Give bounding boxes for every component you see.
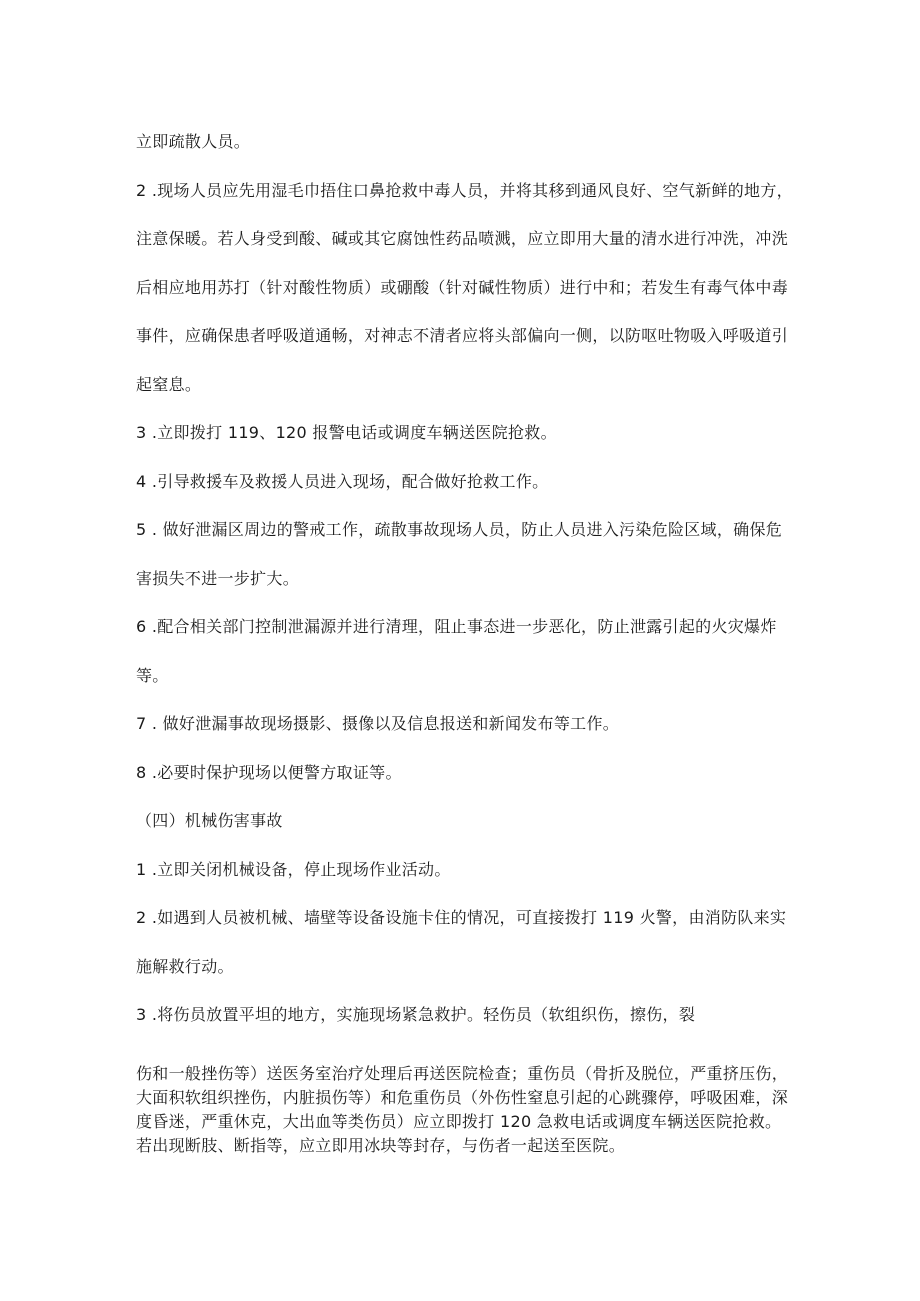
paragraph-item-4: 4 .引导救援车及救援人员进入现场，配合做好抢救工作。 (136, 471, 549, 491)
paragraph-item-2: 2 .现场人员应先用湿毛巾捂住口鼻抢救中毒人员，并将其移到通风良好、空气新鲜的地方，注意保暖。若人身受到酸、碱或其它腐蚀性药品喷溅，应立即用大量的清水进行冲洗，冲洗后相应地用苏打（针对酸性物质）或硼酸（针对碱性物质）进行中和；若发生有毒气体中毒事件，应确保患者呼吸道通畅，对神志不清者应将头部偏向一侧，以防呕吐物吸入呼吸道引起窒息。 (136, 180, 793, 394)
paragraph-dense: 伤和一般挫伤等）送医务室治疗处理后再送医院检查；重伤员（骨折及脱位，严重挤压伤，大面积软组织挫伤，内脏损伤等）和危重伤员（外伤性窒息引起的心跳骤停，呼吸困难，深度昏迷，严重休克，大出血等类伤员）应立即拨打 120 急救电话或调度车辆送医院抢救。若出现断肢、断指等，应立即用冰块等封存，与伤者一起送至医院。 (136, 1063, 789, 1155)
paragraph-item-7: 7 . 做好泄漏事故现场摄影、摄像以及信息报送和新闻发布等工作。 (136, 714, 620, 733)
paragraph-item-3b: 3 .将伤员放置平坦的地方，实施现场紧急救护。轻伤员（软组织伤，擦伤，裂 (136, 1005, 696, 1024)
paragraph-item-6: 6 .配合相关部门控制泄漏源并进行清理，阻止事态进一步恶化，防止泄露引起的火灾爆炸等。 (136, 617, 777, 685)
section-heading: （四）机械伤害事故 (136, 811, 283, 830)
document-body (136, 118, 796, 1158)
paragraph-item-5: 5 . 做好泄漏区周边的警戒工作，疏散事故现场人员，防止人员进入污染危险区域，确保危害损失不进一步扩大。 (136, 520, 783, 588)
paragraph-item-2b: 2 .如遇到人员被机械、墙壁等设备设施卡住的情况，可直接拨打 119 火警，由消防队来实施解救行动。 (136, 908, 787, 976)
paragraph-item-8: 8 .必要时保护现场以便警方取证等。 (136, 762, 402, 782)
paragraph-item-1: 1 .立即关闭机械设备，停止现场作业活动。 (136, 859, 451, 879)
paragraph-item-3: 3 .立即拨打 119、120 报警电话或调度车辆送医院抢救。 (136, 423, 557, 442)
dense-paragraph-group (136, 1062, 796, 1158)
loose-paragraph-group (136, 118, 796, 1040)
paragraph-continuation: 立即疏散人员。 (136, 132, 251, 151)
